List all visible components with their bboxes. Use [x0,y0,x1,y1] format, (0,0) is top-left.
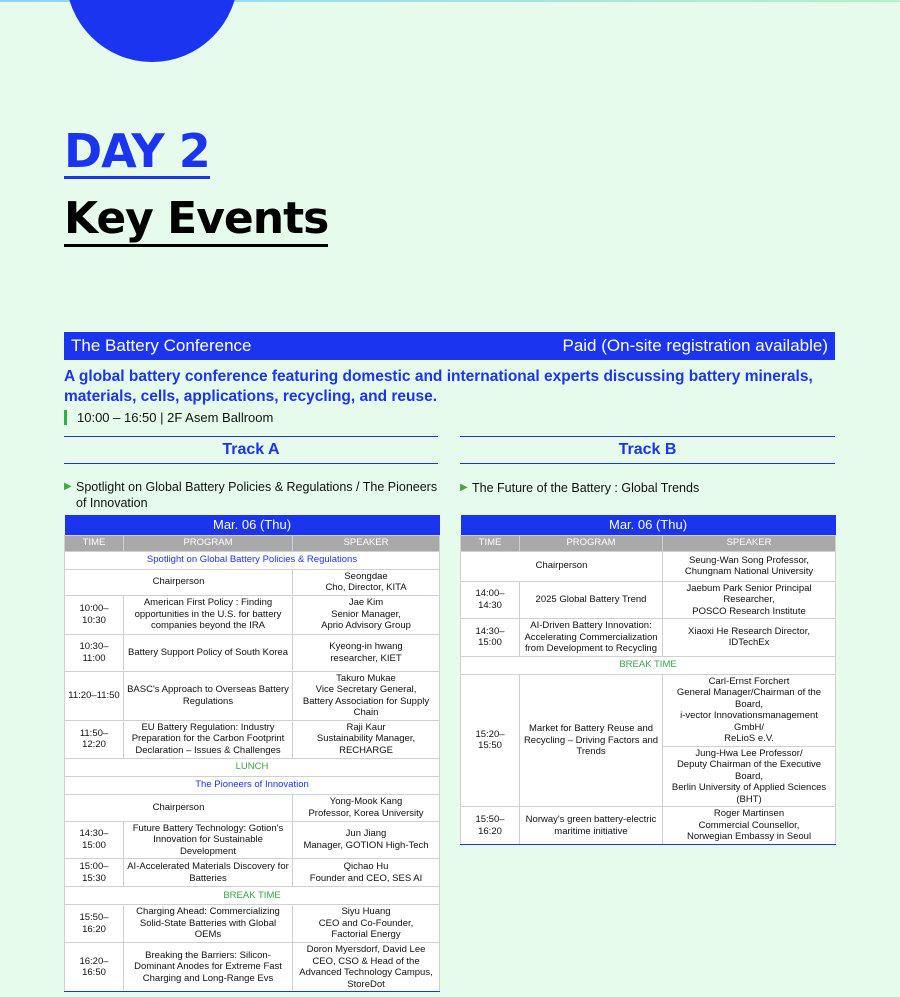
speaker-cell: Takuro Mukae Vice Secretary General, Battery Association for Supply Chain [293,671,440,720]
program-cell: Charging Ahead: Commercializing Solid-State Batteries with Global OEMs [124,905,293,943]
table-row [461,619,836,657]
table-row [461,807,836,845]
speaker-cell: Seung-Wan Song Professor, Chungnam National University [663,551,836,581]
registration-fee: Paid (On-site registration available) [562,336,828,355]
time-cell: 11:20–11:50 [65,671,124,720]
time-location: 10:00 – 16:50 | 2F Asem Ballroom [64,410,273,425]
speaker-cell: Jun Jiang Manager, GOTION High-Tech [293,821,440,859]
speaker-cell: Kyeong-in hwang researcher, KIET [293,634,440,671]
col-time-header: TIME [65,535,124,551]
col-speaker-header: SPEAKER [293,535,440,551]
program-cell: Chairperson [461,551,663,581]
time-cell: 15:20–15:50 [461,674,520,807]
program-cell: AI-Driven Battery Innovation: Accelerating Commercialization from Development to Recycling [520,619,663,657]
speaker-cell: Xiaoxi He Research Director, IDTechEx [663,619,836,657]
time-cell: 16:20–16:50 [65,943,124,992]
program-cell: Breaking the Barriers: Silicon-Dominant Anodes for Extreme Fast Charging and Long-Range Evs [124,943,293,992]
program-cell: Chairperson [65,569,293,595]
table-row [65,720,440,758]
program-cell: Norway's green battery-electric maritime initiative [520,807,663,845]
program-cell: Future Battery Technology: Gotion's Innovation for Sustainable Development [124,821,293,859]
page-title: Key Events [64,194,328,247]
track-a-date: Mar. 06 (Thu) [65,515,440,535]
track-a-session [64,479,440,511]
time-cell: 14:30–15:00 [461,619,520,657]
track-b-session [460,480,840,496]
track-b-title: Track B [460,436,835,464]
track-a-title: Track A [64,436,438,464]
track-a-schedule-table [64,515,440,992]
conference-description: A global battery conference featuring domestic and international experts discussing battery minerals, materials, cells, applications, recycling, and reuse. [64,368,813,405]
track-a-session-title: Spotlight on Global Battery Policies & Regulations / The Pioneers of Innovation [76,480,438,510]
day-heading: DAY 2 [64,124,210,178]
program-cell: Market for Battery Reuse and Recycling – Driving Factors and Trends [520,674,663,807]
speaker-cell: Seongdae Cho, Director, KITA [293,569,440,595]
col-program-header: PROGRAM [124,535,293,551]
speaker-cell: Jae Kim Senior Manager, Aprio Advisory Group [293,595,440,634]
time-cell: 15:00–15:30 [65,859,124,887]
program-cell: American First Policy : Finding opportunities in the U.S. for battery companies beyond the IRA [124,595,293,634]
time-cell: 11:50–12:20 [65,720,124,758]
speaker-cell: Jaebum Park Senior Principal Researcher, POSCO Research Institute [663,581,836,619]
time-cell: 10:30–11:00 [65,634,124,671]
table-row [65,794,440,821]
track-b-schedule-table [460,515,836,845]
table-row [65,821,440,859]
time-cell: 15:50–16:20 [461,807,520,845]
triangle-bullet-icon: ▶ [460,482,468,493]
speaker-cell: Yong-Mook Kang Professor, Korea University [293,794,440,821]
section-title: Spotlight on Global Battery Policies & Regulations [65,551,440,569]
table-row [65,569,440,595]
table-row [65,905,440,943]
speaker-cell: Doron Myersdorf, David Lee CEO, CSO & Head of the Advanced Technology Campus, StoreDot [293,943,440,992]
lunch-row: LUNCH [65,758,440,776]
time-cell: 15:50–16:20 [65,905,124,943]
table-row [461,551,836,581]
program-cell: 2025 Global Battery Trend [520,581,663,619]
table-row [65,671,440,720]
break-row: BREAK TIME [65,887,440,905]
table-row [65,634,440,671]
table-row [461,581,836,619]
table-row [65,859,440,887]
table-row [65,595,440,634]
program-cell: EU Battery Regulation: Industry Preparation for the Carbon Footprint Declaration – Issues & Challenges [124,720,293,758]
col-program-header: PROGRAM [520,535,663,551]
program-cell: AI-Accelerated Materials Discovery for Batteries [124,859,293,887]
track-b-session-title: The Future of the Battery : Global Trends [472,481,700,495]
break-row: BREAK TIME [461,656,836,674]
speaker-cell: Jung-Hwa Lee Professor/ Deputy Chairman of the Executive Board, Berlin University of Applied Sciences (BHT) [663,746,836,807]
track-b-date: Mar. 06 (Thu) [461,515,836,535]
speaker-cell: Siyu Huang CEO and Co-Founder, Factorial Energy [293,905,440,943]
program-cell: Chairperson [65,794,293,821]
decorative-circle [66,0,238,62]
col-speaker-header: SPEAKER [663,535,836,551]
conference-banner [64,332,835,360]
col-time-header: TIME [461,535,520,551]
table-row [461,674,836,746]
program-cell: Battery Support Policy of South Korea [124,634,293,671]
conference-name: The Battery Conference [71,336,252,355]
speaker-cell: Roger Martinsen Commercial Counsellor, Norwegian Embassy in Seoul [663,807,836,845]
time-cell: 14:00–14:30 [461,581,520,619]
program-cell: BASC's Approach to Overseas Battery Regulations [124,671,293,720]
time-cell: 10:00–10:30 [65,595,124,634]
speaker-cell: Carl-Ernst Forchert General Manager/Chairman of the Board, i-vector Innovationsmanagement GmbH/ ReLioS e.V. [663,674,836,746]
table-row [65,943,440,992]
section-title: The Pioneers of Innovation [65,776,440,794]
speaker-cell: Raji Kaur Sustainability Manager, RECHARGE [293,720,440,758]
time-cell: 14:30–15:00 [65,821,124,859]
triangle-bullet-icon: ▶ [64,481,72,492]
speaker-cell: Qichao Hu Founder and CEO, SES AI [293,859,440,887]
